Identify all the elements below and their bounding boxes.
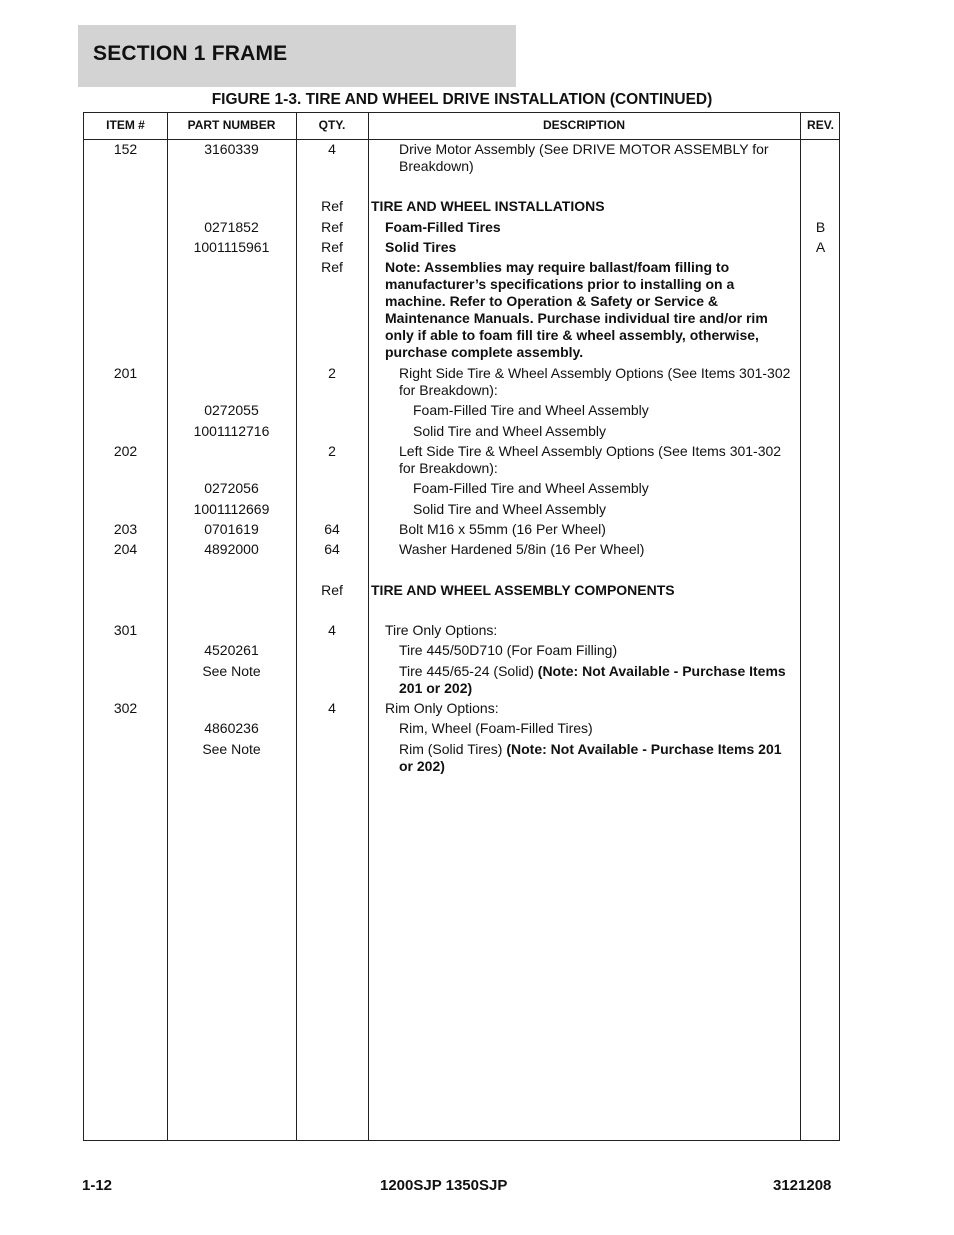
section-banner bbox=[78, 25, 516, 87]
description-text: Left Side Tire & Wheel Assembly Options (See Items 301-302 for Breakdown): bbox=[399, 443, 782, 476]
description bbox=[413, 402, 793, 419]
column-header-part-number: PART NUMBER bbox=[187, 118, 276, 132]
revision: B bbox=[815, 219, 826, 235]
quantity: 4 bbox=[328, 700, 336, 716]
description-text: Bolt M16 x 55mm (16 Per Wheel) bbox=[399, 521, 606, 537]
description bbox=[399, 720, 799, 737]
description bbox=[413, 501, 793, 518]
description bbox=[385, 622, 795, 639]
figure-title: FIGURE 1-3. TIRE AND WHEEL DRIVE INSTALLATION (CONTINUED) bbox=[211, 91, 713, 108]
description bbox=[385, 259, 785, 361]
item-number: 302 bbox=[113, 700, 138, 716]
part-number: 1001115961 bbox=[193, 239, 270, 255]
description bbox=[399, 663, 799, 697]
description bbox=[371, 198, 791, 215]
part-number: 0271852 bbox=[204, 219, 259, 235]
item-number: 203 bbox=[113, 521, 138, 537]
description-bold-text: (Note: Not Available - Purchase Items 201 or 202) bbox=[399, 741, 782, 774]
description-text: Drive Motor Assembly (See DRIVE MOTOR ASSEMBLY for Breakdown) bbox=[399, 141, 769, 174]
description-text: Tire Only Options: bbox=[385, 622, 498, 638]
quantity: Ref bbox=[321, 582, 343, 598]
description-bold-text: TIRE AND WHEEL INSTALLATIONS bbox=[371, 198, 605, 214]
item-number: 204 bbox=[113, 541, 138, 557]
description-text: Foam-Filled Tire and Wheel Assembly bbox=[413, 402, 649, 418]
part-number: 3160339 bbox=[204, 141, 259, 157]
column-header-item: ITEM # bbox=[106, 118, 145, 132]
part-number: 1001112669 bbox=[193, 501, 270, 517]
quantity: 64 bbox=[324, 521, 340, 537]
description-bold-text: Solid Tires bbox=[385, 239, 457, 255]
part-number: 4520261 bbox=[204, 642, 259, 658]
item-number: 301 bbox=[113, 622, 138, 638]
description-text: Foam-Filled Tire and Wheel Assembly bbox=[413, 480, 649, 496]
part-number: 4860236 bbox=[204, 720, 259, 736]
column-header-description: DESCRIPTION bbox=[542, 118, 625, 132]
column-divider bbox=[800, 113, 801, 1140]
description bbox=[399, 443, 799, 477]
part-number: 0701619 bbox=[204, 521, 259, 537]
quantity: Ref bbox=[321, 198, 343, 214]
column-divider bbox=[167, 113, 168, 1140]
item-number: 152 bbox=[113, 141, 138, 157]
description bbox=[399, 741, 799, 775]
description bbox=[399, 541, 799, 558]
description-text: Right Side Tire & Wheel Assembly Options (See Items 301-302 for Breakdown): bbox=[399, 365, 791, 398]
description bbox=[399, 521, 799, 538]
item-number: 201 bbox=[113, 365, 138, 381]
item-number: 202 bbox=[113, 443, 138, 459]
document-number: 3121208 bbox=[773, 1177, 832, 1194]
description-bold-text: (Note: Not Available - Purchase Items 201 or 202) bbox=[399, 663, 786, 696]
quantity: 64 bbox=[324, 541, 340, 557]
quantity: 4 bbox=[328, 141, 336, 157]
quantity: Ref bbox=[321, 219, 343, 235]
description-text: Washer Hardened 5/8in (16 Per Wheel) bbox=[399, 541, 645, 557]
quantity: Ref bbox=[321, 239, 343, 255]
part-number: See Note bbox=[202, 741, 261, 757]
description bbox=[385, 239, 795, 256]
part-number: See Note bbox=[202, 663, 261, 679]
description-bold-text: Note: Assemblies may require ballast/foam filling to manufacturer’s specifications prior to installing on a machine. Refer to Operation & Safety or Service & Maintenance Manuals. Purchase individual tire and/or rim only if able to foam fill tire & wheel assembly, otherwise, purchase complete assembly. bbox=[385, 259, 768, 360]
description bbox=[399, 642, 799, 659]
description-text: Solid Tire and Wheel Assembly bbox=[413, 501, 606, 517]
part-number: 0272056 bbox=[204, 480, 259, 496]
description-text: Tire 445/50D710 (For Foam Filling) bbox=[399, 642, 618, 658]
description-bold-text: Foam-Filled Tires bbox=[385, 219, 501, 235]
header-divider bbox=[84, 139, 839, 140]
description bbox=[399, 141, 799, 175]
description-text: Solid Tire and Wheel Assembly bbox=[413, 423, 606, 439]
revision: A bbox=[815, 239, 826, 255]
description bbox=[385, 219, 795, 236]
page-number: 1-12 bbox=[82, 1177, 113, 1194]
description-text: Rim, Wheel (Foam-Filled Tires) bbox=[399, 720, 593, 736]
description bbox=[385, 700, 795, 717]
description-text: Rim (Solid Tires) bbox=[399, 741, 507, 757]
description-text: Tire 445/65-24 (Solid) bbox=[399, 663, 538, 679]
part-number: 4892000 bbox=[204, 541, 259, 557]
column-divider bbox=[368, 113, 369, 1140]
description-bold-text: TIRE AND WHEEL ASSEMBLY COMPONENTS bbox=[371, 582, 675, 598]
model-names: 1200SJP 1350SJP bbox=[380, 1177, 508, 1194]
description bbox=[413, 480, 793, 497]
part-number: 0272055 bbox=[204, 402, 259, 418]
description bbox=[413, 423, 793, 440]
quantity: 2 bbox=[328, 443, 336, 459]
column-header-qty: QTY. bbox=[318, 118, 346, 132]
quantity: 4 bbox=[328, 622, 336, 638]
description bbox=[399, 365, 799, 399]
description-text: Rim Only Options: bbox=[385, 700, 499, 716]
quantity: 2 bbox=[328, 365, 336, 381]
section-title: SECTION 1 FRAME bbox=[93, 42, 288, 65]
part-number: 1001112716 bbox=[193, 423, 270, 439]
column-header-rev: REV. bbox=[807, 118, 834, 132]
parts-table bbox=[83, 112, 840, 1141]
quantity: Ref bbox=[321, 259, 343, 275]
description bbox=[371, 582, 791, 599]
